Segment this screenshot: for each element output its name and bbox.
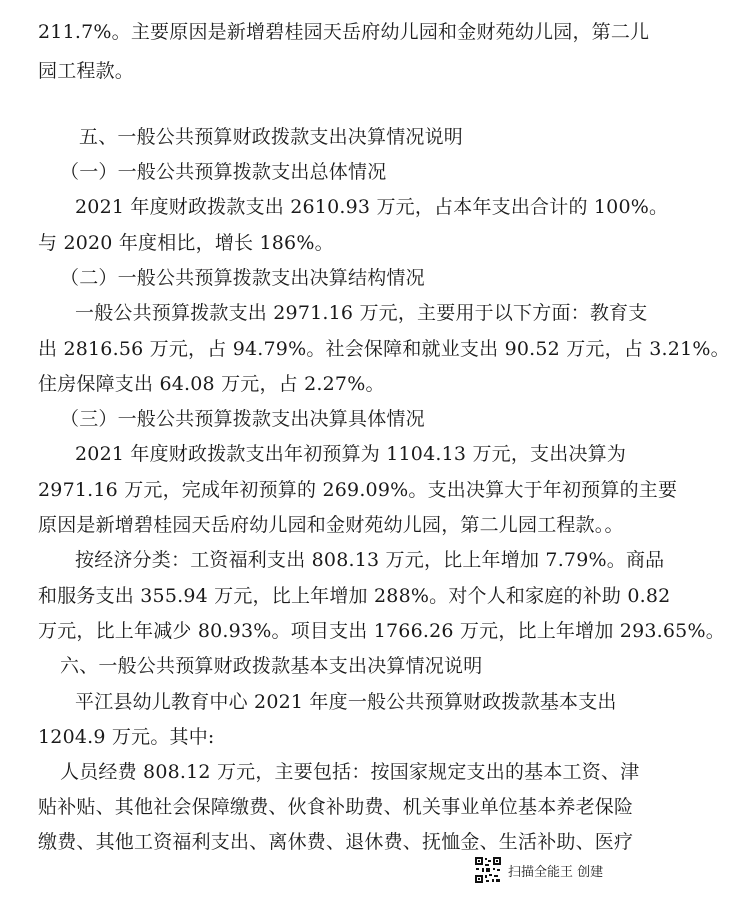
paragraph-line: 平江县幼儿教育中心 2021 年度一般公共预算财政拨款基本支出 — [75, 691, 617, 713]
section-heading: 五、一般公共预算财政拨款支出决算情况说明 — [79, 126, 464, 148]
paragraph-line: 缴费、其他工资福利支出、离休费、退休费、抚恤金、生活补助、医疗 — [38, 831, 634, 853]
scanner-watermark — [474, 856, 603, 884]
paragraph-line: 211.7%。主要原因是新增碧桂园天岳府幼儿园和金财苑幼儿园，第二儿 — [38, 21, 650, 43]
qr-code-icon — [474, 856, 502, 884]
paragraph-line: 与 2020 年度相比，增长 186%。 — [38, 232, 334, 254]
paragraph-line: 一般公共预算拨款支出 2971.16 万元，主要用于以下方面：教育支 — [75, 302, 648, 324]
paragraph-line: 人员经费 808.12 万元，主要包括：按国家规定支出的基本工资、津 — [60, 761, 640, 783]
paragraph-line: 贴补贴、其他社会保障缴费、伙食补助费、机关事业单位基本养老保险 — [38, 796, 634, 818]
paragraph-line: 原因是新增碧桂园天岳府幼儿园和金财苑幼儿园，第二儿园工程款。。 — [38, 514, 624, 536]
paragraph-line: 万元，比上年减少 80.93%。项目支出 1766.26 万元，比上年增加 293.65%。 — [38, 620, 725, 642]
subsection-heading: （三）一般公共预算拨款支出决算具体情况 — [60, 408, 425, 430]
paragraph-line: 2021 年度财政拨款支出年初预算为 1104.13 万元，支出决算为 — [75, 443, 627, 465]
paragraph-line: 园工程款。 — [38, 60, 135, 82]
subsection-heading: （二）一般公共预算拨款支出决算结构情况 — [60, 267, 425, 289]
scanner-credit: 扫描全能王 创建 — [508, 864, 604, 880]
paragraph-line: 按经济分类：工资福利支出 808.13 万元，比上年增加 7.79%。商品 — [75, 549, 665, 571]
section-heading: 六、一般公共预算财政拨款基本支出决算情况说明 — [60, 655, 483, 677]
paragraph-line: 住房保障支出 64.08 万元，占 2.27%。 — [38, 373, 385, 395]
paragraph-line: 1204.9 万元。其中: — [38, 726, 215, 748]
paragraph-line: 2971.16 万元，完成年初预算的 269.09%。支出决算大于年初预算的主要 — [38, 479, 678, 501]
paragraph-line: 和服务支出 355.94 万元，比上年增加 288%。对个人和家庭的补助 0.82 — [38, 585, 671, 607]
paragraph-line: 出 2816.56 万元，占 94.79%。社会保障和就业支出 90.52 万元，占 3.21%。 — [38, 338, 730, 360]
subsection-heading: （一）一般公共预算拨款支出总体情况 — [60, 161, 387, 183]
paragraph-line: 2021 年度财政拨款支出 2610.93 万元，占本年支出合计的 100%。 — [75, 196, 669, 218]
